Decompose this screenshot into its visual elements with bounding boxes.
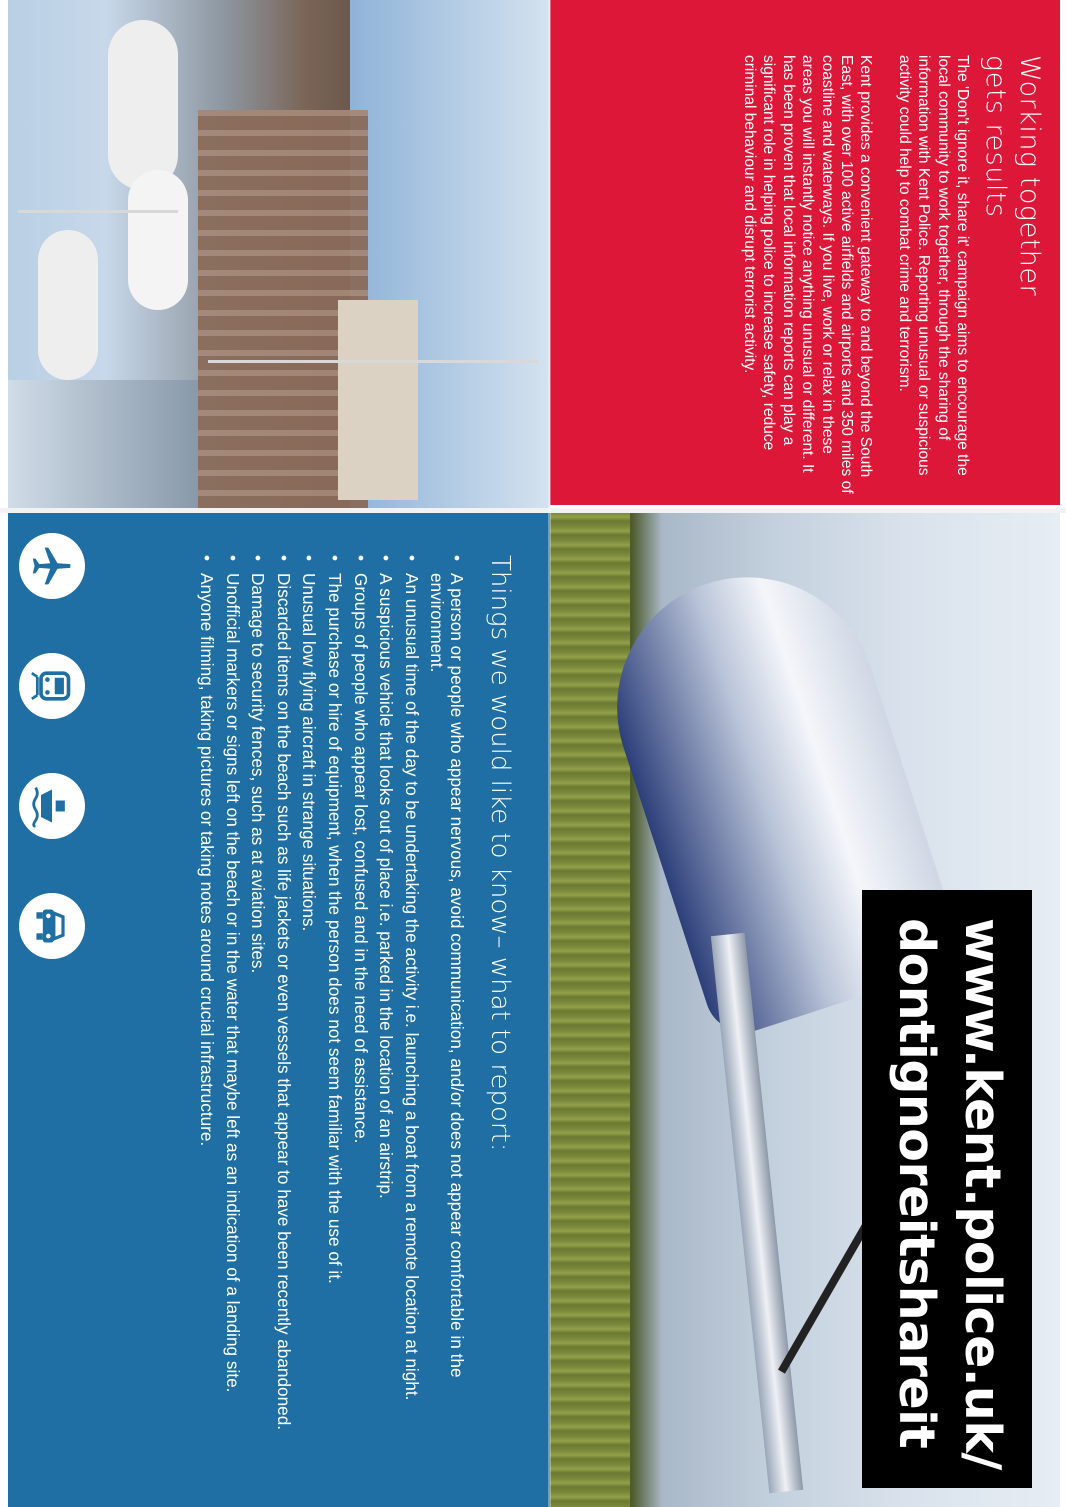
blue-report-panel (8, 513, 550, 1507)
bullet-dot: • (350, 555, 371, 562)
bullet-dot: • (401, 555, 422, 562)
list-item (427, 555, 466, 1435)
url-line-1: www.kent.police.uk/ (954, 918, 1011, 1470)
red-paragraph-2: Kent provides a convenient gateway to and beyond the South East, with over 100 active airfields and airports and 350 miles of coastline and waterways. If you live, work or relax in these areas you will instantly notice anything unusual or different. It has been proven that local information reports can play a significant role in helping police to increase safety, reduce criminal behaviour and disrupt terrorist activity. (740, 55, 875, 494)
marina-deck (8, 380, 198, 510)
list-item (376, 555, 396, 1435)
blue-panel-content (8, 513, 550, 1507)
list-item (248, 555, 268, 1435)
boat-icon (19, 773, 85, 839)
bullet-dot: • (325, 555, 346, 562)
marina-mast (208, 360, 538, 363)
fold-line-horizontal (0, 508, 1066, 513)
list-item-text: A suspicious vehicle that looks out of place i.e. parked in the location of an airstrip. (376, 573, 397, 1199)
marina-tower (338, 300, 418, 500)
url-line-2: dontignoreitshareit (888, 918, 945, 1449)
plane-photo (550, 513, 1060, 1507)
list-item-text: Anyone filming, taking pictures or taking notes around crucial infrastructure. (197, 573, 218, 1147)
url-banner[interactable] (862, 890, 1032, 1488)
red-panel-content (550, 0, 1060, 505)
report-heading: Things we would like to know– what to report: (485, 555, 515, 1152)
list-item (401, 555, 421, 1435)
report-list (190, 555, 466, 1435)
list-item-text: An unusual time of the day to be undertaking the activity i.e. launching a boat from a remote location at night. (401, 573, 422, 1401)
red-panel-title (978, 55, 1046, 485)
bullet-dot: • (197, 555, 218, 562)
url-banner-content (862, 890, 1032, 1488)
list-item-text: Damage to security fences, such as at aviation sites. (248, 573, 269, 974)
list-item-text: A person or people who appear nervous, avoid communication, and/or does not appear comfortable in the environment. (427, 573, 467, 1378)
train-icon (19, 653, 85, 719)
red-panel-body (721, 55, 972, 495)
marina-mast (18, 210, 178, 213)
bullet-dot: • (376, 555, 397, 562)
list-item-text: The purchase or hire of equipment, when the person does not seem familiar with the use of it. (325, 573, 346, 1284)
red-title-line2: gets results (980, 55, 1011, 218)
transport-icons (15, 533, 85, 933)
list-item (350, 555, 370, 1435)
marina-boat (128, 170, 188, 310)
list-item (196, 555, 216, 1435)
marina-boat (108, 20, 178, 190)
bullet-dot: • (447, 555, 467, 562)
red-info-panel (550, 0, 1060, 505)
fold-line-vertical (548, 0, 551, 1507)
plane-propeller (778, 1222, 870, 1373)
airplane-icon (19, 533, 85, 599)
bullet-dot: • (248, 555, 269, 562)
red-paragraph-1: The 'Don't ignore it, share it' campaign aims to encourage the local community to work together, through the sharing of information with Kent Police. Reporting unusual or suspicious activity could help to combat crime and terrorism. (895, 55, 971, 476)
list-item (273, 555, 293, 1435)
bullet-dot: • (299, 555, 320, 562)
list-item-text: Unofficial markers or signs left on the beach or in the water that maybe left as an indication of a landing site. (222, 573, 243, 1393)
list-item-text: Groups of people who appear lost, confused and in the need of assistance. (350, 573, 371, 1144)
car-icon (19, 893, 85, 959)
plane-grass (550, 513, 630, 1507)
list-item (324, 555, 344, 1435)
bullet-dot: • (222, 555, 243, 562)
list-item-text: Unusual low flying aircraft in strange situations. (299, 573, 320, 932)
list-item (222, 555, 242, 1435)
red-title-line1: Working together (1014, 55, 1045, 297)
marina-boat (38, 230, 98, 380)
marina-photo (8, 0, 550, 510)
list-item-text: Discarded items on the beach such as life jackets or even vessels that appear to have been recently abandoned. (273, 573, 294, 1431)
bullet-dot: • (273, 555, 294, 562)
list-item (299, 555, 319, 1435)
